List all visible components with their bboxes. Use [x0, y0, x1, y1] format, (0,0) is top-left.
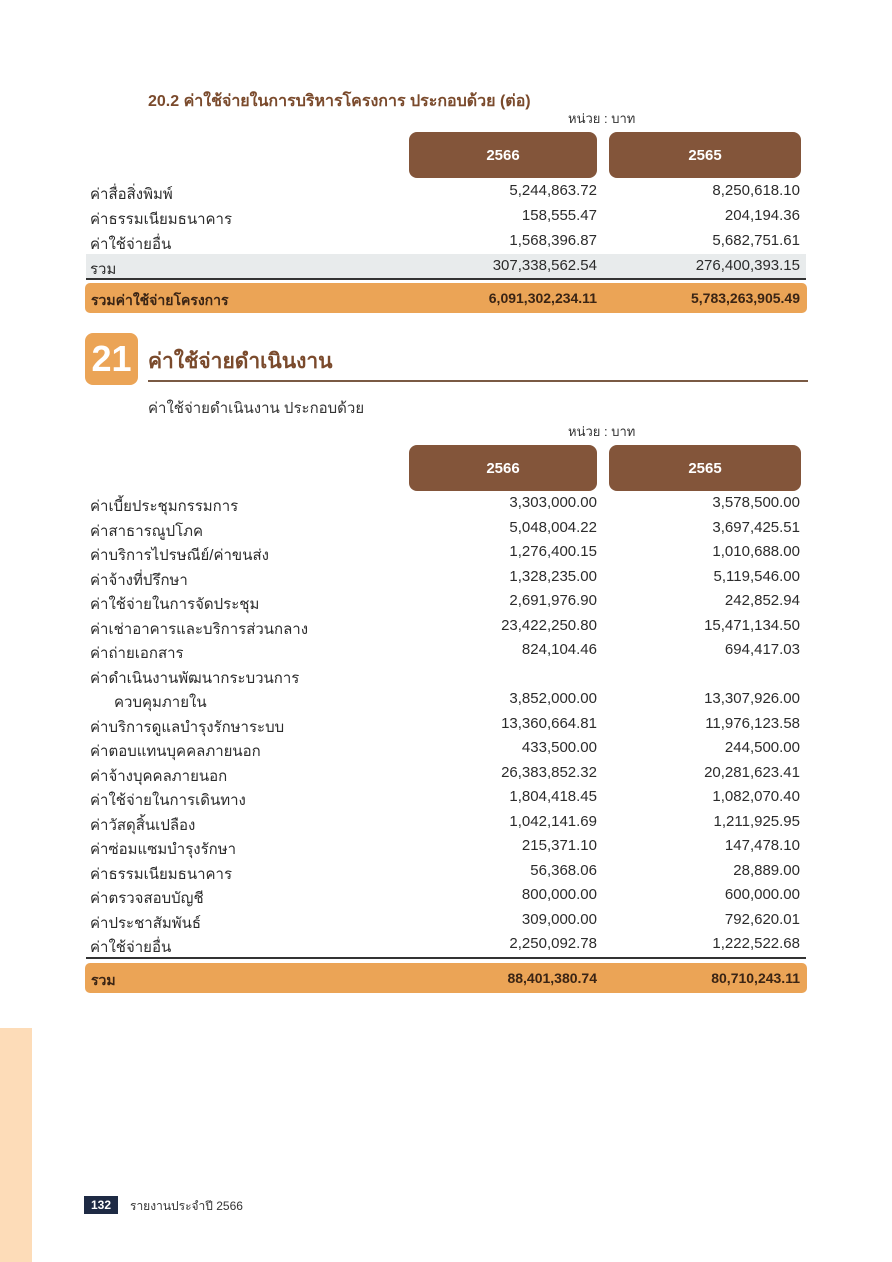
- table-row: [86, 229, 806, 253]
- value-2566: 3,303,000.00: [509, 494, 597, 511]
- row-label: ค่าเช่าอาคารและบริการส่วนกลาง: [90, 620, 309, 638]
- table-row: [86, 614, 806, 638]
- value-2565: 1,010,688.00: [712, 543, 800, 560]
- row-label: ค่าใช้จ่ายอื่น: [90, 236, 172, 253]
- grand-total-2566: 6,091,302,234.11: [488, 290, 597, 306]
- value-2566: 5,048,004.22: [509, 518, 597, 536]
- row-label: ค่าสื่อสิ่งพิมพ์: [90, 186, 173, 203]
- row-label: ค่าจ้างที่ปรึกษา: [90, 571, 188, 589]
- row-label: ค่าดำเนินงานพัฒนากระบวนการ: [90, 669, 300, 687]
- value-2566: 2,250,092.78: [509, 935, 597, 952]
- value-2566: 824,104.46: [521, 641, 597, 658]
- value-2565: 1,222,522.68: [712, 935, 800, 952]
- value-2566: 433,500.00: [521, 739, 597, 756]
- value-2565: 5,682,751.61: [712, 232, 800, 249]
- grand-total-label: รวมค่าใช้จ่ายโครงการ: [91, 292, 229, 308]
- page-number: 132: [84, 1196, 118, 1214]
- subtotal-row: [86, 254, 806, 280]
- subtotal-2566: 307,338,562.54: [492, 257, 597, 274]
- value-2565: 242,852.94: [724, 592, 800, 609]
- value-2565: 3,697,425.51: [712, 518, 800, 536]
- row-label: ค่าธรรมเนียมธนาคาร: [90, 865, 233, 883]
- section-divider: [148, 380, 808, 382]
- value-2565: 5,119,546.00: [713, 567, 800, 585]
- value-2566: 1,568,396.87: [509, 232, 597, 249]
- row-label: ค่าประชาสัมพันธ์: [90, 914, 202, 932]
- table-row: [86, 859, 806, 883]
- row-label: ค่าธรรมเนียมธนาคาร: [90, 211, 233, 228]
- value-2565: 13,307,926.00: [704, 690, 800, 707]
- value-2566: 3,852,000.00: [509, 690, 597, 707]
- total-row: [85, 963, 807, 993]
- table-row: [86, 932, 806, 956]
- value-2566: 2,691,976.90: [509, 592, 597, 609]
- table-row: [86, 761, 806, 785]
- table-row: [86, 908, 806, 932]
- column-header-2565: 2565: [609, 132, 801, 178]
- table-row: [86, 638, 806, 662]
- total-2566: 88,401,380.74: [507, 970, 597, 986]
- value-2565: 1,082,070.40: [712, 788, 800, 805]
- table-row: [86, 883, 806, 907]
- value-2565: 1,211,925.95: [713, 812, 800, 830]
- value-2565: 244,500.00: [724, 739, 800, 756]
- section-intro: ค่าใช้จ่ายดำเนินงาน ประกอบด้วย: [148, 400, 365, 417]
- table-row: [86, 540, 806, 564]
- row-label: ค่าถ่ายเอกสาร: [90, 645, 184, 662]
- value-2566: 1,328,235.00: [509, 567, 597, 585]
- total-2565: 80,710,243.11: [711, 970, 800, 986]
- value-2566: 5,244,863.72: [509, 182, 597, 199]
- column-header-2566: 2566: [409, 132, 597, 178]
- table-row: [86, 565, 806, 589]
- grand-total-2565: 5,783,263,905.49: [691, 290, 800, 306]
- row-label: ค่าบริการไปรษณีย์/ค่าขนส่ง: [90, 547, 269, 564]
- row-label: ค่าจ้างบุคคลภายนอก: [90, 767, 228, 785]
- table-row: [86, 179, 806, 203]
- value-2566: 309,000.00: [521, 910, 597, 928]
- value-2566: 1,042,141.69: [509, 812, 597, 830]
- table-row: [86, 589, 806, 613]
- subtotal-2565: 276,400,393.15: [695, 257, 800, 274]
- row-label: ค่าใช้จ่ายในการจัดประชุม: [90, 596, 260, 613]
- value-2565: 204,194.36: [724, 207, 800, 224]
- value-2565: 28,889.00: [733, 861, 800, 879]
- table-row: [86, 491, 806, 515]
- value-2566: 800,000.00: [521, 886, 597, 903]
- value-2565: 3,578,500.00: [712, 494, 800, 511]
- column-header-2566: 2566: [409, 445, 597, 491]
- value-2565: 20,281,623.41: [704, 763, 800, 781]
- value-2566: 1,276,400.15: [509, 543, 597, 560]
- column-header-2565: 2565: [609, 445, 801, 491]
- table-row: [86, 834, 806, 858]
- table-row: [86, 736, 806, 760]
- unit-label: หน่วย : บาท: [568, 424, 636, 439]
- value-2565: 600,000.00: [724, 886, 800, 903]
- row-label: ค่าตอบแทนบุคคลภายนอก: [90, 743, 261, 760]
- value-2565: 792,620.01: [724, 910, 800, 928]
- row-label: ค่าสาธารณูปโภค: [90, 522, 204, 540]
- table-row: [86, 785, 806, 809]
- row-label: ค่าตรวจสอบบัญชี: [90, 890, 204, 907]
- value-2565: 8,250,618.10: [712, 182, 800, 199]
- value-2566: 158,555.47: [521, 207, 597, 224]
- table-end-rule: [86, 957, 806, 959]
- value-2565: 147,478.10: [724, 837, 800, 854]
- unit-label: หน่วย : บาท: [568, 111, 636, 126]
- row-label: ค่าใช้จ่ายอื่น: [90, 939, 172, 956]
- value-2566: 26,383,852.32: [501, 763, 597, 781]
- table-row: [86, 516, 806, 540]
- side-color-tab: [0, 1028, 32, 1262]
- row-label: ควบคุมภายใน: [114, 694, 207, 711]
- table-row: [86, 204, 806, 228]
- value-2566: 13,360,664.81: [501, 714, 597, 732]
- table-row: [86, 687, 806, 711]
- row-label: ค่าใช้จ่ายในการเดินทาง: [90, 792, 246, 809]
- value-2566: 56,368.06: [530, 861, 597, 879]
- table-row: [86, 663, 806, 687]
- row-label: ค่าซ่อมแซมบำรุงรักษา: [90, 841, 237, 858]
- value-2565: 11,976,123.58: [705, 714, 800, 732]
- value-2565: 694,417.03: [724, 641, 800, 658]
- row-label: ค่าวัสดุสิ้นเปลือง: [90, 816, 196, 834]
- table-row: [86, 712, 806, 736]
- table-row: [86, 810, 806, 834]
- section-number-badge: 21: [85, 333, 138, 385]
- grand-total-row: [85, 283, 807, 313]
- section-21-title: ค่าใช้จ่ายดำเนินงาน: [148, 350, 333, 373]
- value-2566: 215,371.10: [521, 837, 597, 854]
- value-2566: 1,804,418.45: [509, 788, 597, 805]
- total-label: รวม: [91, 972, 116, 988]
- subtotal-label: รวม: [90, 261, 117, 278]
- section-20-2-title: 20.2 ค่าใช้จ่ายในการบริหารโครงการ ประกอบด้วย (ต่อ): [148, 93, 531, 110]
- report-title: รายงานประจำปี 2566: [130, 1199, 243, 1213]
- value-2565: 15,471,134.50: [704, 616, 800, 634]
- value-2566: 23,422,250.80: [501, 616, 597, 634]
- row-label: ค่าเบี้ยประชุมกรรมการ: [90, 498, 239, 515]
- row-label: ค่าบริการดูแลบำรุงรักษาระบบ: [90, 718, 285, 736]
